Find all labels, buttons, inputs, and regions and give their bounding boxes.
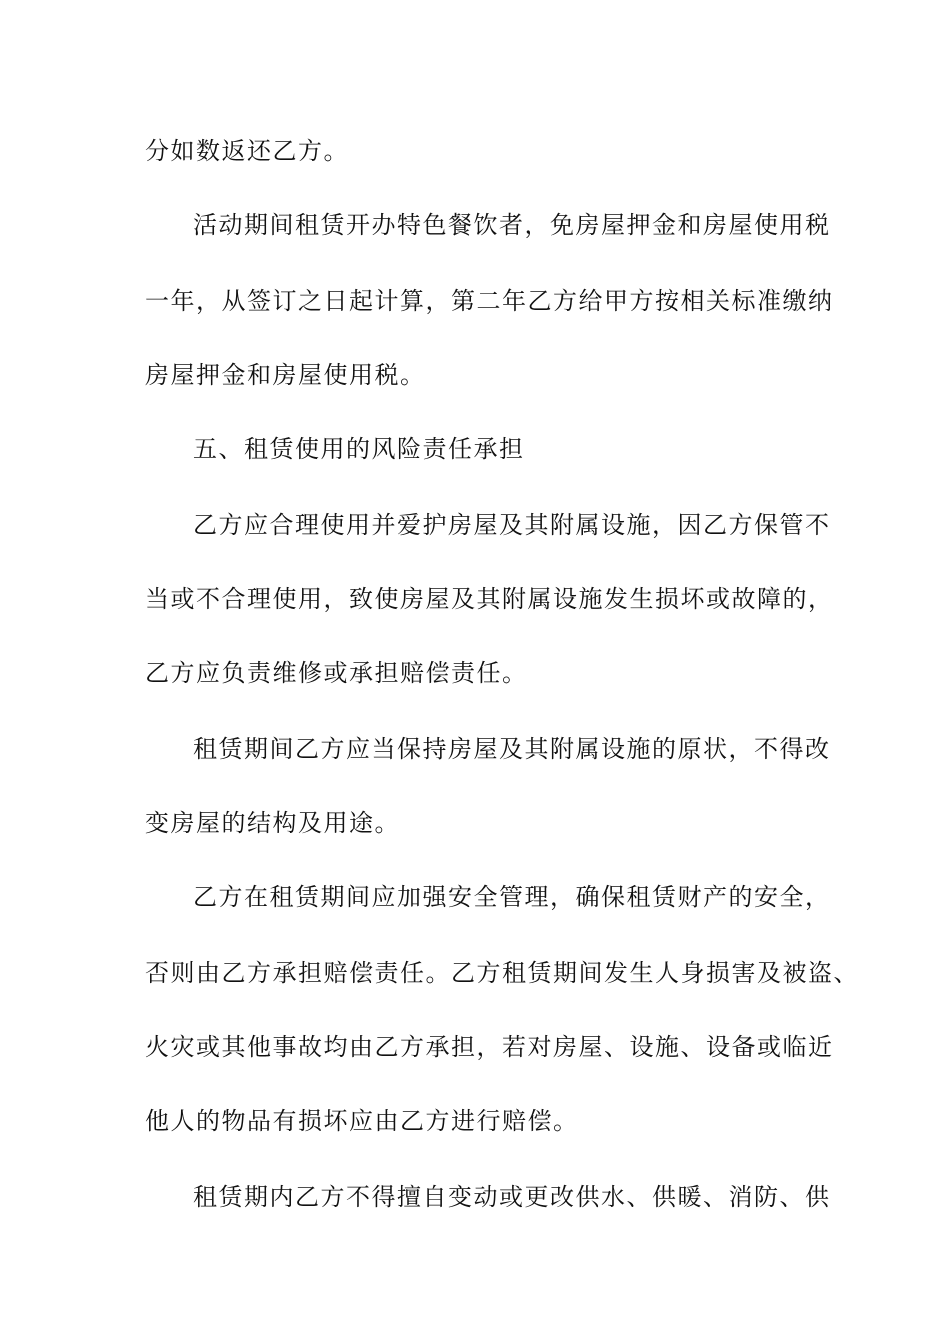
paragraph-line: 他人的物品有损坏应由乙方进行赔偿。 <box>145 1107 579 1135</box>
paragraph-line: 乙方应合理使用并爱护房屋及其附属设施，因乙方保管不 <box>193 511 831 539</box>
paragraph-line: 一年，从签订之日起计算，第二年乙方给甲方按相关标准缴纳 <box>145 287 834 315</box>
paragraph-line: 乙方在租赁期间应加强安全管理，确保租赁财产的安全， <box>193 883 831 911</box>
paragraph-line: 当或不合理使用，致使房屋及其附属设施发生损坏或故障的， <box>145 585 834 613</box>
paragraph-line: 火灾或其他事故均由乙方承担，若对房屋、设施、设备或临近 <box>145 1033 834 1061</box>
paragraph-line: 租赁期间乙方应当保持房屋及其附属设施的原状，不得改 <box>193 735 831 763</box>
paragraph-line: 变房屋的结构及用途。 <box>145 809 400 837</box>
paragraph-line: 乙方应负责维修或承担赔偿责任。 <box>145 659 528 687</box>
paragraph-line: 活动期间租赁开办特色餐饮者，免房屋押金和房屋使用税 <box>193 211 831 239</box>
paragraph-line: 租赁期内乙方不得擅自变动或更改供水、供暖、消防、供 <box>193 1183 831 1211</box>
paragraph-line: 否则由乙方承担赔偿责任。乙方租赁期间发生人身损害及被盗、 <box>145 959 859 987</box>
paragraph-line: 分如数返还乙方。 <box>145 137 349 165</box>
section-heading: 五、租赁使用的风险责任承担 <box>193 435 525 463</box>
paragraph-line: 房屋押金和房屋使用税。 <box>145 361 426 389</box>
